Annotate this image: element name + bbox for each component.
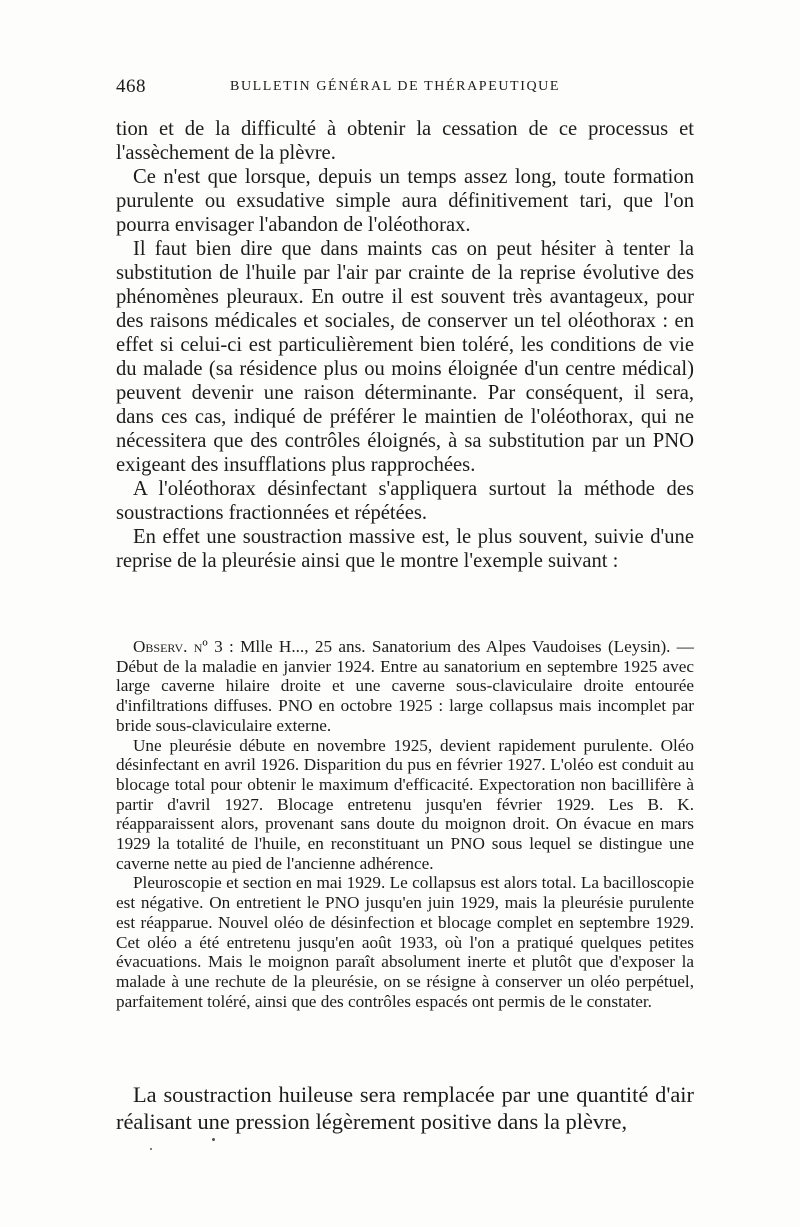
scan-speck	[150, 1148, 152, 1150]
running-head	[116, 76, 696, 100]
observation-label: Observ. nº 3	[133, 637, 223, 656]
paragraph: Ce n'est que lorsque, depuis un temps assez long, toute formation purulente ou exsudative simple aura définitivement tari, que l'on pourra envisager l'abandon de l'oléothorax.	[116, 166, 694, 236]
observation-paragraph	[116, 637, 694, 736]
case-observation	[116, 637, 694, 1011]
observation-text: : Mlle H..., 25 ans. Sanatorium des Alpes Vaudoises (Leysin). — Début de la maladie en janvier 1924. Entre au sanatorium en septembre 1925 avec large caverne hilaire droite et une caverne sous-claviculaire droite entourée d'infiltrations diffuses. PNO en octobre 1925 : large collapsus mais incomplet par bride sous-claviculaire externe.	[116, 637, 694, 735]
main-text	[116, 117, 694, 573]
journal-title: BULLETIN GÉNÉRAL DE THÉRAPEUTIQUE	[230, 79, 561, 94]
paragraph: En effet une soustraction massive est, le plus souvent, suivie d'une reprise de la pleurésie ainsi que le montre l'exemple suivant :	[116, 526, 694, 572]
scan-speck	[212, 1138, 215, 1141]
paragraph: La soustraction huileuse sera remplacée par une quantité d'air réalisant une pression légèrement positive dans la plèvre,	[116, 1082, 694, 1134]
observation-paragraph: Pleuroscopie et section en mai 1929. Le collapsus est alors total. La bacilloscopie est négative. On entretient le PNO jusqu'en juin 1929, mais la pleurésie purulente est réapparue. Nouvel oléo de désinfection et blocage complet en septembre 1929. Cet oléo a été entretenu jusqu'en août 1933, où l'on a pratiqué quelques petites évacuations. Mais le moignon paraît absolument inerte et plutôt que d'exposer la malade à une rechute de la pleurésie, on se résigne à conserver un oléo perpétuel, parfaitement toléré, ainsi que des contrôles espacés ont permis de le constater.	[116, 873, 694, 1011]
paragraph: A l'oléothorax désinfectant s'appliquera surtout la méthode des soustractions fractionnées et répétées.	[116, 478, 694, 524]
paragraph: Il faut bien dire que dans maints cas on peut hésiter à tenter la substitution de l'huile par l'air par crainte de la reprise évolutive des phénomènes pleuraux. En outre il est souvent très avantageux, pour des raisons médicales et sociales, de conserver un tel oléothorax : en effet si celui-ci est particulièrement bien toléré, les conditions de vie du malade (sa résidence plus ou moins éloignée d'un centre médical) peuvent devenir une raison déterminante. Par conséquent, il sera, dans ces cas, indiqué de préférer le maintien de l'oléothorax, qui ne nécessitera que des contrôles éloignés, à sa substitution par un PNO exigeant des insufflations plus rapprochées.	[116, 238, 694, 476]
page-number: 468	[116, 76, 146, 97]
observation-paragraph: Une pleurésie débute en novembre 1925, devient rapidement purulente. Oléo désinfectant en avril 1926. Disparition du pus en février 1927. L'oléo est conduit au blocage total pour obtenir le maximum d'efficacité. Expectoration non bacillifère à partir d'avril 1927. Blocage entretenu jusqu'en février 1929. Les B. K. réapparaissent alors, provenant sans doute du moignon droit. On évacue en mars 1929 la totalité de l'huile, en reconstituant un PNO sous lequel se distingue une caverne nette au pied de l'ancienne adhérence.	[116, 735, 694, 873]
paragraph: tion et de la difficulté à obtenir la cessation de ce processus et l'assèchement de la plèvre.	[116, 118, 694, 164]
closing-text	[116, 1081, 694, 1135]
